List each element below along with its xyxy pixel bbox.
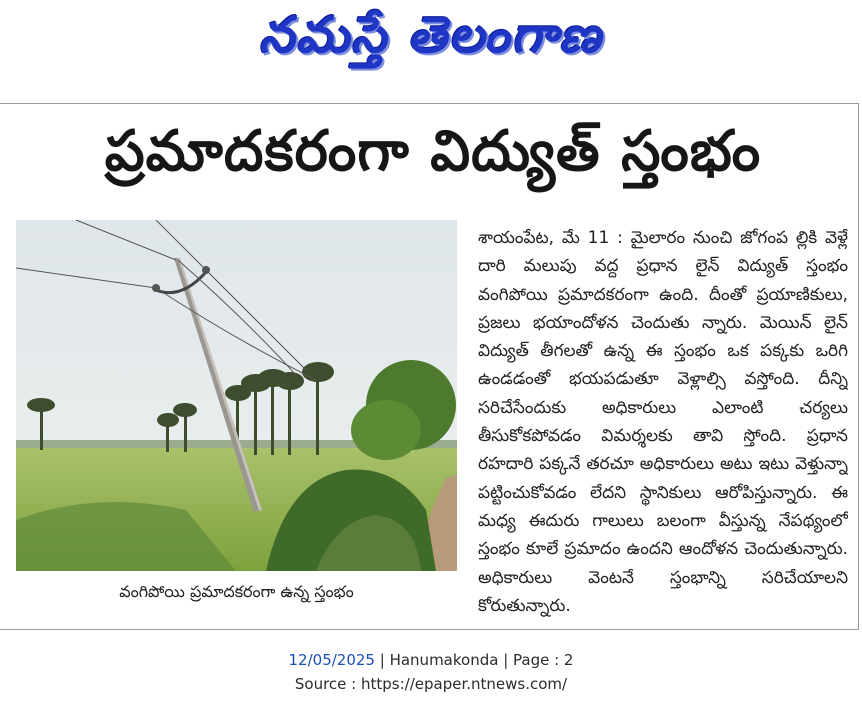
leaning-electric-pole-photo: [16, 220, 457, 571]
article-body: [478, 224, 848, 618]
footer-page: Page : 2: [513, 651, 574, 669]
newspaper-logo: నమస్తే తెలంగాణ: [259, 5, 603, 64]
photo-caption: వంగిపోయి ప్రమాదకరంగా ఉన్న స్తంభం: [119, 581, 354, 601]
article-dateline: శాయంపేట, మే 11 :: [478, 228, 623, 248]
footer-source: Source : https://epaper.ntnews.com/: [294, 675, 568, 693]
masthead: [0, 0, 862, 82]
footer-date: 12/05/2025: [288, 651, 375, 669]
article-text: మైలారం నుంచి జోగంప ల్లికి వెళ్లే దారి మలుపు వద్ద ప్రధాన లైన్ విద్యుత్ స్తంభం వంగిపోయి ప్రమాదకరంగా ఉంది. దీంతో ప్రయాణికులు, ప్రజలు భయాందోళన చెందుతు న్నారు. మెయిన్ లైన్ విద్యుత్ తీగలతో ఉన్న ఈ స్తంభం ఒక పక్కకు ఒరిగి ఉండడంతో భయపడుతూ వెళ్లాల్సి వస్తోంది. దీన్ని సరిచేసేందుకు అధికారులు ఎలాంటి చర్యలు తీసుకోకపోవడం విమర్శలకు తావి స్తోంది. ప్రధాన రహదారి పక్కనే తరచూ అధికారులు అటు ఇటు వెళ్తున్నా పట్టించుకోవడం లేదని స్థానికులు ఆరోపిస్తున్నారు. ఈ మధ్య ఈదురు గాలులు బలంగా వీస్తున్న నేపథ్యంలో స్తంభం కూలే ప్రమాదం ఉందని ఆందోళన చెందుతున్నారు. అధికారులు వెంటనే స్తంభాన్ని సరిచేయాలని కోరుతున్నారు.: [478, 228, 848, 616]
page-footer: [0, 648, 862, 708]
footer-edition-line: [0, 648, 862, 672]
footer-edition: Hanumakonda: [389, 651, 499, 669]
article-headline: ప్రమాదకరంగా విద్యుత్ స్తంభం: [104, 118, 762, 184]
footer-separator: |: [498, 651, 514, 669]
footer-separator: |: [374, 651, 390, 669]
article-photo: [16, 220, 457, 571]
